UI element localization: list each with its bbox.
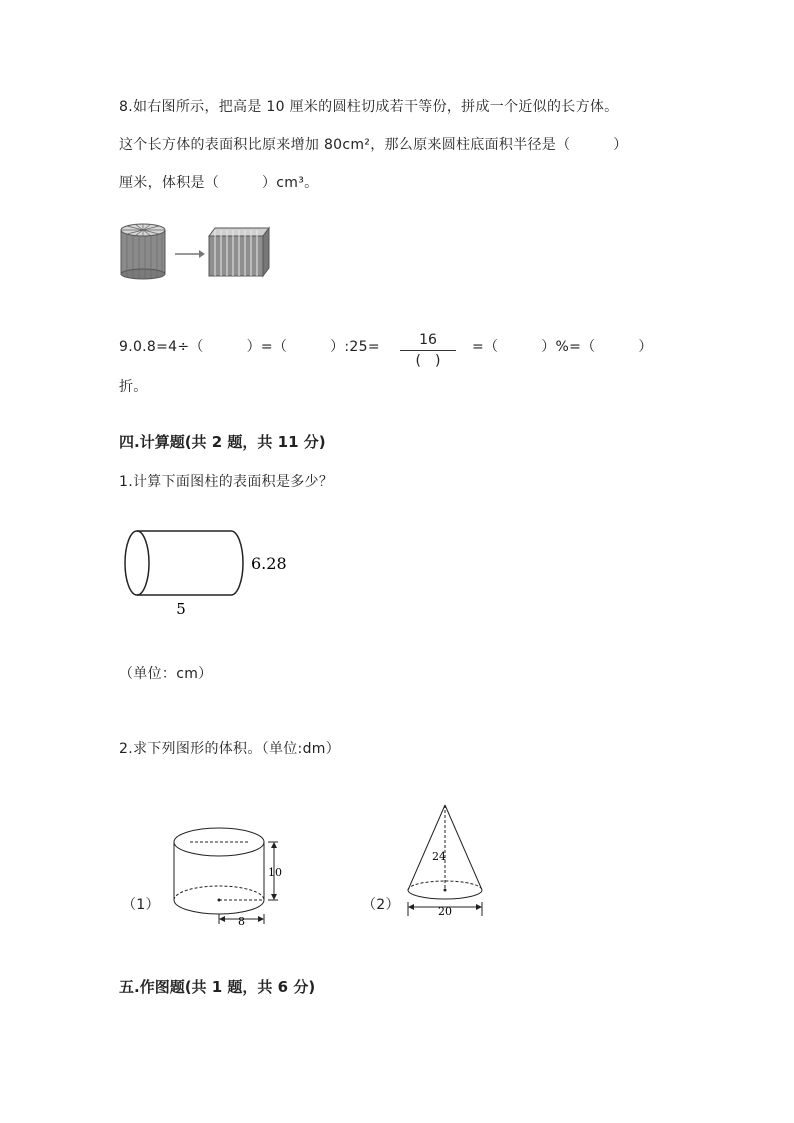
fraction-bar	[400, 350, 456, 351]
cylinder-figure	[160, 822, 290, 932]
cylinder-radius-label: 8	[238, 915, 245, 928]
horizontal-cylinder-figure	[119, 525, 299, 620]
q8-line-3: 厘米，体积是（ ）cm³。	[119, 175, 319, 191]
section-4-q2: 2.求下列图形的体积。（单位:dm）	[119, 741, 340, 757]
bottom-length-label: 5	[176, 600, 186, 618]
q9-line-2: 折。	[119, 379, 148, 395]
q9-fraction	[400, 331, 456, 370]
fraction-numerator: 16	[419, 332, 437, 348]
section-4-q1: 1.计算下面图柱的表面积是多少？	[119, 474, 334, 490]
cone-figure	[400, 800, 490, 922]
figure-2-index: （2）	[362, 897, 400, 913]
q8-line-2: 这个长方体的表面积比原来增加 80cm²，那么原来圆柱底面积半径是（ ）	[119, 137, 628, 153]
sliced-cylinder	[121, 224, 165, 279]
cylinder-to-cuboid-figure	[119, 222, 269, 280]
section-5-heading: 五.作图题(共 1 题，共 6 分)	[119, 978, 316, 996]
section-4-heading: 四.计算题(共 2 题，共 11 分)	[119, 433, 326, 451]
q9-suffix: =（ ）%=（ ）	[472, 339, 653, 355]
approximate-cuboid	[209, 228, 269, 276]
q9-prefix: 9.0.8=4÷（ ）=（ ）:25=	[119, 339, 380, 355]
cone-diameter-label: 20	[438, 905, 452, 918]
arrow-right-icon	[175, 250, 205, 258]
cone-height-label: 24	[432, 850, 446, 863]
q8-line-1: 8.如右图所示，把高是 10 厘米的圆柱切成若干等份，拼成一个近似的长方体。	[119, 99, 619, 115]
figure-1-index: （1）	[122, 897, 160, 913]
side-length-label: 6.28	[251, 554, 287, 573]
fraction-denominator: ( )	[415, 353, 441, 369]
cylinder-height-label: 10	[268, 866, 282, 879]
unit-note: （单位：cm）	[119, 666, 213, 682]
